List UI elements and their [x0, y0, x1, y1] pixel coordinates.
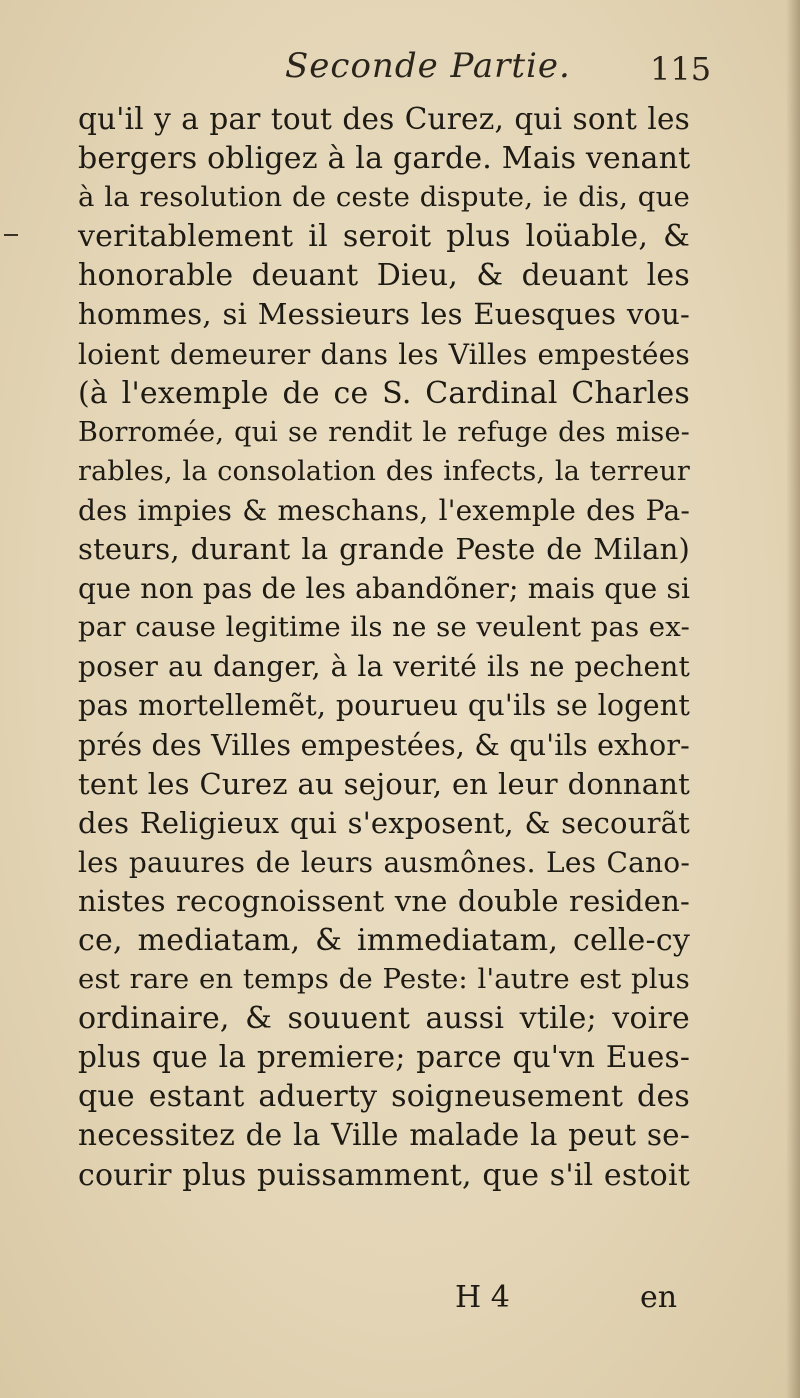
text-line: prés des Villes empestées, & qu'ils exhor- — [78, 728, 690, 762]
text-line: que non pas de les abandõner; mais que si — [78, 572, 691, 606]
text-line: est rare en temps de Peste: l'autre est plus — [78, 963, 690, 996]
running-title: Seconde Partie. — [285, 46, 571, 86]
margin-mark — [4, 234, 18, 236]
text-line: que estant aduerty soigneusement des — [78, 1079, 690, 1115]
text-line: pas mortellemẽt, pourueu qu'ils se logent — [78, 689, 690, 723]
text-line: nistes recognoissent vne double residen- — [78, 883, 690, 918]
text-line: des impies & meschans, l'exemple des Pa- — [78, 493, 690, 527]
text-line: bergers obligez à la garde. Mais venant — [78, 141, 691, 177]
text-line: ce, mediatam, & immediatam, celle-cy — [78, 922, 690, 958]
signature-mark: H 4 — [455, 1280, 510, 1315]
text-line: à la resolution de ceste dispute, ie dis, que — [78, 181, 690, 214]
text-line: des Religieux qui s'exposent, & secourãt — [78, 805, 690, 840]
text-line: hommes, si Messieurs les Euesques vou- — [78, 297, 690, 332]
text-line: les pauures de leurs ausmônes. Les Cano- — [78, 845, 690, 879]
page-number: 115 — [650, 50, 712, 88]
page-footer — [0, 1280, 800, 1324]
text-line: poser au danger, à la verité ils ne pechent — [78, 650, 690, 684]
text-line: plus que la premiere; parce qu'vn Eues- — [78, 1040, 690, 1075]
text-line: courir plus puissamment, que s'il estoit — [78, 1157, 690, 1193]
page-header — [0, 46, 800, 96]
text-line: ordinaire, & souuent aussi vtile; voire — [78, 1001, 690, 1037]
text-line: (à l'exemple de ce S. Cardinal Charles — [78, 375, 690, 411]
text-line: par cause legitime ils ne se veulent pas ex- — [78, 611, 690, 644]
text-line: Borromée, qui se rendit le refuge des mise- — [78, 416, 690, 448]
text-line: veritablement il seroit plus loüable, & — [78, 219, 690, 255]
catchword: en — [640, 1280, 678, 1315]
text-line: steurs, durant la grande Peste de Milan) — [78, 532, 690, 567]
text-line: tent les Curez au sejour, en leur donnant — [78, 766, 690, 801]
text-line: loient demeurer dans les Villes empestées — [78, 337, 690, 371]
text-line: qu'il y a par tout des Curez, qui sont les — [78, 102, 690, 136]
text-line: necessitez de la Ville malade la peut se- — [78, 1118, 690, 1153]
body-text — [78, 100, 690, 1195]
text-line: rables, la consolation des infects, la terreur — [78, 455, 690, 487]
page-edge-shadow — [786, 0, 800, 1398]
text-line: honorable deuant Dieu, & deuant les — [78, 258, 690, 294]
